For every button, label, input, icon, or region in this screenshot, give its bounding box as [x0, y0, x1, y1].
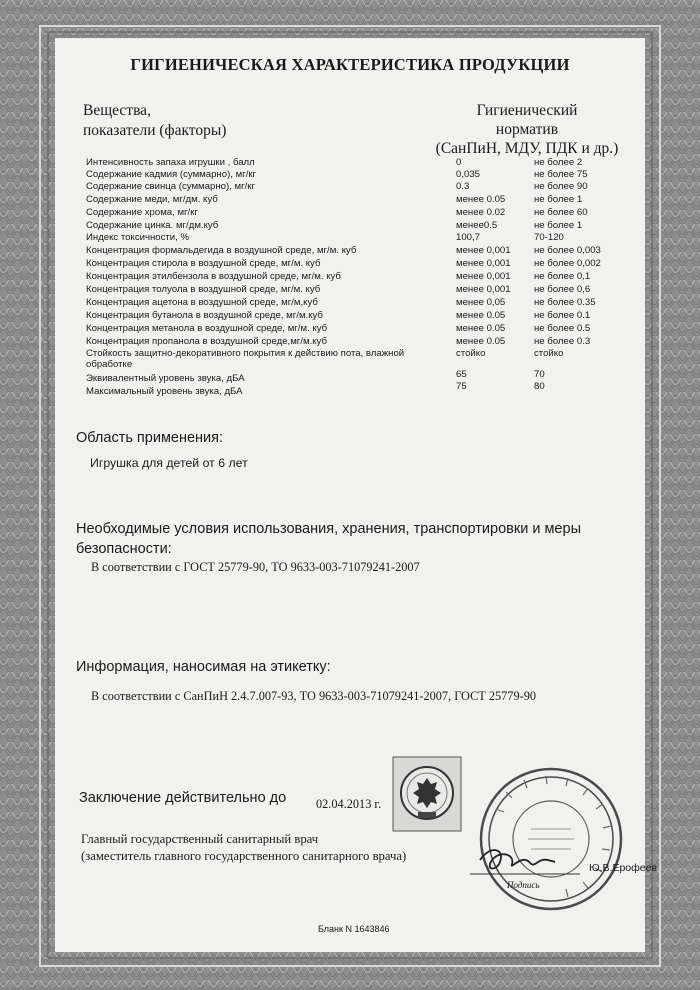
scope-heading: Область применения: [76, 430, 224, 446]
row-name: Максимальный уровень звука, дБА [86, 386, 243, 397]
row-limit: не более 1 [534, 194, 583, 205]
row-limit: не более 0.5 [534, 323, 591, 334]
row-name: Эквивалентный уровень звука, дБА [86, 373, 245, 384]
row-value: менее0.5 [456, 220, 498, 231]
row-name: Стойкость защитно-декоративного покрытия к действию пота, влажной обработке [86, 348, 405, 370]
row-limit: не более 90 [534, 181, 588, 192]
row-value: менее 0.05 [456, 310, 506, 321]
row-name: Содержание хрома, мг/кг [86, 207, 198, 218]
row-limit: не более 0,003 [534, 245, 601, 256]
header-substances [83, 101, 226, 141]
header-norm-line2: норматив [495, 121, 559, 138]
row-value: менее 0.02 [456, 207, 506, 218]
header-substances-line2: показатели (факторы) [83, 122, 227, 139]
row-name: Концентрация этилбензола в воздушной среде, мг/м. куб [86, 271, 341, 282]
row-limit: не более 0,6 [534, 284, 591, 295]
signatory-name: Ю.В.Ерофеев [589, 862, 658, 874]
row-name: Интенсивность запаха игрушки , балл [86, 157, 255, 168]
blank-number: Бланк N 1643846 [318, 924, 390, 934]
row-name: Содержание свинца (суммарно), мг/кг [86, 181, 255, 192]
header-norm [408, 101, 646, 158]
header-norm-line3: (СанПиН, МДУ, ПДК и др.) [435, 140, 619, 157]
row-limit: не более 0,1 [534, 271, 591, 282]
row-value: менее 0,001 [456, 271, 511, 282]
row-value: 65 [456, 369, 467, 380]
row-value: 75 [456, 381, 467, 392]
conditions-heading-line2: безопасности: [76, 541, 172, 557]
row-value: менее 0,001 [456, 258, 511, 269]
conditions-text: В соответствии с ГОСТ 25779-90, ТО 9633-003-71079241-2007 [91, 560, 420, 574]
row-value: 100,7 [456, 232, 481, 243]
row-name: Концентрация толуола в воздушной среде, мг/м. куб [86, 284, 321, 295]
row-limit: стойко [534, 348, 564, 359]
header-norm-line1: Гигиенический [476, 102, 578, 119]
row-limit: не более 60 [534, 207, 588, 218]
row-name: Содержание меди, мг/дм. куб [86, 194, 218, 205]
row-name: Концентрация стирола в воздушной среде, мг/м. куб [86, 258, 321, 269]
row-value: 0.3 [456, 181, 470, 192]
row-value: менее 0,001 [456, 284, 511, 295]
row-name: Концентрация формальдегида в воздушной среде, мг/м. куб [86, 245, 357, 256]
header-substances-line1: Вещества, [83, 102, 151, 119]
row-value: 0,035 [456, 169, 481, 180]
row-limit: 70-120 [534, 232, 564, 243]
row-value: менее 0.05 [456, 336, 506, 347]
row-limit: 70 [534, 369, 545, 380]
row-value: менее 0.05 [456, 323, 506, 334]
row-limit: не более 75 [534, 169, 588, 180]
label-text: В соответствии с СанПиН 2.4.7.007-93, ТО 9633-003-71079241-2007, ГОСТ 25779-90 [91, 689, 536, 703]
row-value: 0 [456, 157, 462, 168]
row-value: стойко [456, 348, 486, 359]
row-limit: не более 0.35 [534, 297, 596, 308]
emblem-stamp-icon [392, 756, 462, 832]
document-title: ГИГИЕНИЧЕСКАЯ ХАРАКТЕРИСТИКА ПРОДУКЦИИ [130, 55, 570, 74]
row-value: менее 0.05 [456, 194, 506, 205]
row-name: Индекс токсичности, % [86, 232, 190, 243]
row-name: Концентрация ацетона в воздушной среде, мг/м,куб [86, 297, 318, 308]
row-limit: не более 0.3 [534, 336, 591, 347]
scope-text: Игрушка для детей от 6 лет [90, 456, 248, 470]
row-name: Содержание кадмия (суммарно), мг/кг [86, 169, 257, 180]
row-limit: не более 1 [534, 220, 583, 231]
signature-caption: Подпись [507, 880, 540, 890]
row-value: менее 0,05 [456, 297, 506, 308]
row-name: Концентрация метанола в воздушной среде, мг/м. куб [86, 323, 328, 334]
row-limit: 80 [534, 381, 545, 392]
conditions-heading-line1: Необходимые условия использования, хранения, транспортировки и меры [76, 521, 581, 537]
signatory-deputy-title: (заместитель главного государственного санитарного врача) [81, 849, 407, 863]
validity-date: 02.04.2013 г. [316, 797, 382, 811]
signatory-title: Главный государственный санитарный врач [81, 832, 319, 846]
row-limit: не более 0.1 [534, 310, 591, 321]
validity-label: Заключение действительно до [79, 790, 287, 806]
row-name: Концентрация бутанола в воздушной среде, мг/м.куб [86, 310, 323, 321]
row-limit: не более 0,002 [534, 258, 601, 269]
row-name: Концентрация пропанола в воздушной среде,мг/м.куб [86, 336, 327, 347]
row-value: менее 0,001 [456, 245, 511, 256]
label-heading: Информация, наносимая на этикетку: [76, 659, 331, 675]
row-limit: не более 2 [534, 157, 583, 168]
row-name: Содержание цинка. мг/дм.куб [86, 220, 219, 231]
